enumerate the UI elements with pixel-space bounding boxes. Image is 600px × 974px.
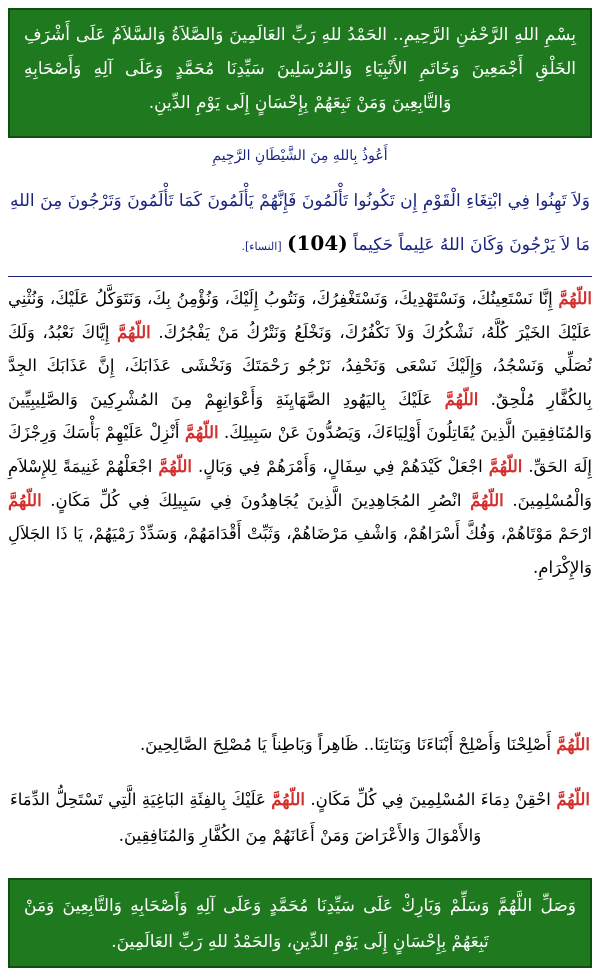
allahumma-label: اللّهُمَّ [558,289,592,308]
dua-sentence: ارْحَمْ مَوْتَاهُمْ، وَفُكَّ أَسْرَاهُمْ، وَاشْفِ مَرْضَاهُمْ، وَثَبِّتْ أَقْدَامَهُمْ، وَسَدِّدْ رَمْيَهُمْ، يَا ذَا الجَلاَلِ وَالإِكْرَامِ. [8,524,592,577]
allahumma-label: اللّهُمَّ [470,490,504,510]
dua-sentence: انْصُرِ المُجَاهِدِينَ الَّذِينَ يُجَاهِدُونَ فِي سَبِيلِكَ فِي كُلِّ مَكَانٍ. [50,490,462,510]
dua-sentence: احْقِنْ دِمَاءَ المُسْلِمِينَ فِي كُلِّ مَكَانٍ. [310,790,551,809]
opening-box [8,8,592,138]
quran-verse [10,180,590,268]
dua-main-paragraph [8,282,592,584]
dua-sentence: إِنَّا نَسْتَعِينُكَ، وَنَسْتَهْدِيكَ، وَنَسْتَغْفِرُكَ، وَنَتُوبُ إِلَيْكَ، وَنُؤْمِنُ بِكَ، وَنَتَوَكَّلُ عَلَيْكَ، وَنُثْنِي عَلَيْكَ الخَيْرَ كُلَّهُ، نَشْكُرُكَ وَلاَ نَكْفُرُكَ، وَنَخْلَعُ وَنَتْرُكُ مَنْ يَفْجُرُكَ. [8,289,593,342]
allahumma-label: اللّهُمَّ [8,490,42,510]
allahumma-label: اللّهُمَّ [158,456,193,476]
dua-sentence: عَلَيْكَ بِالفِئَةِ البَاغِيَةِ الَّتِي تَسْتَحِلُّ الدِّمَاءَ وَالأَمْوَالَ وَالأَعْرَاضَ وَمَنْ أَعَانَهُمْ مِنَ الكُفَّارِ وَالمُنَافِقِينَ. [10,790,482,845]
allahumma-label: اللّهُمَّ [488,456,523,476]
dua-sentence: اجْعَلْهُمْ غَنِيمَةً لِلإِسْلاَمِ وَالْمُسْلِمِينَ. [8,456,592,510]
dua-sentence: أَنْزِلْ عَلَيْهِمْ بَأْسَكَ وَرِجْزَكَ إِلَهَ الحَقِّ. [8,423,592,476]
dua-children-paragraph [10,728,590,762]
allahumma-label: اللّهُمَّ [444,389,479,409]
verse-text: وَلاَ تَهِنُوا فِي ابْتِغَاءِ الْقَوْمِ إِن تَكُونُوا تَأْلَمُونَ فَإِنَّهُمْ يَأْلَمُونَ كَمَا تَأْلَمُونَ وَتَرْجُونَ مِنَ اللهِ مَا لاَ يَرْجُونَ وَكَانَ اللهُ عَلِيماً حَكِيماً [10,191,590,255]
istiadha-text: أَعُوذُ بِاللهِ مِنَ الشَّيْطَانِ الرَّجِيمِ [212,148,388,164]
closing-text: وَصَلِّ اللَّهُمَّ وَسَلِّمْ وَبَارِكْ عَلَى سَيِّدِنَا مُحَمَّدٍ وَعَلَى آلِهِ وَأَصْحَابِهِ وَالتَّابِعِينَ وَمَنْ تَبِعَهُمْ بِإِحْسَانٍ إِلَى يَوْمِ الدِّينِ، وَالحَمْدُ للهِ رَبِّ العَالَمِينَ. [24,896,576,952]
section-divider [8,276,592,277]
dua-sentence: إِيَّاكَ نَعْبُدُ، وَلَكَ نُصَلِّي وَنَسْجُدُ، وَإِلَيْكَ نَسْعَى وَنَحْفِدُ، نَرْجُو رَحْمَتَكَ وَنَخْشَى عَذَابَكَ، إِنَّ عَذَابَكَ الجِدَّ بِالكُفَّارِ مُلْحِقٌ. [8,322,593,409]
allahumma-label: اللّهُمَّ [117,322,151,342]
opening-text: بِسْمِ اللهِ الرَّحْمَٰنِ الرَّحِيمِ.. الحَمْدُ للهِ رَبِّ العَالَمِينَ وَالصَّلاَةُ وَالسَّلاَمُ عَلَى أَشْرَفِ الخَلْقِ أَجْمَعِينَ وَخَاتَمِ الأَنْبِيَاءِ وَالمُرْسَلِينَ سَيِّدِنَا مُحَمَّدٍ وَعَلَى آلِهِ وَأَصْحَابِهِ وَالتَّابِعِينَ وَمَنْ تَبِعَهُمْ بِإِحْسَانٍ إِلَى يَوْمِ الدِّينِ. [24,25,576,113]
closing-box [8,878,592,968]
dua-sentence: أَصْلِحْنَا وَأَصْلِحْ أَبْنَاءَنَا وَبَنَاتِنَا.. ظَاهِراً وَبَاطِناً يَا مُصْلِحَ الصَّالِحِينَ. [139,735,552,754]
verse-number: (104) [287,231,348,255]
dua-blood-paragraph [10,782,590,854]
dua-sentence: عَلَيْكَ بِاليَهُودِ الصَّهَايِنَةِ وَأَعْوَانِهِمْ مِنَ المُشْرِكِينَ وَالصَّلِيبِيِّينَ وَالمُنَافِقِينَ الَّذِينَ يُقَاتِلُونَ أَوْلِيَاءَكَ، وَيَصُدُّونَ عَنْ سَبِيلِكَ. [8,389,592,443]
verse-reference: [النساء]. [241,240,282,253]
allahumma-label: اللّهُمَّ [271,790,305,809]
allahumma-label: اللّهُمَّ [556,790,590,809]
dua-sentence: اجْعَلْ كَيْدَهُمْ فِي سِفَالٍ، وَأَمْرَهُمْ فِي وَبَالٍ. [197,456,483,476]
allahumma-label: اللّهُمَّ [184,423,219,443]
allahumma-label: اللّهُمَّ [556,735,590,754]
